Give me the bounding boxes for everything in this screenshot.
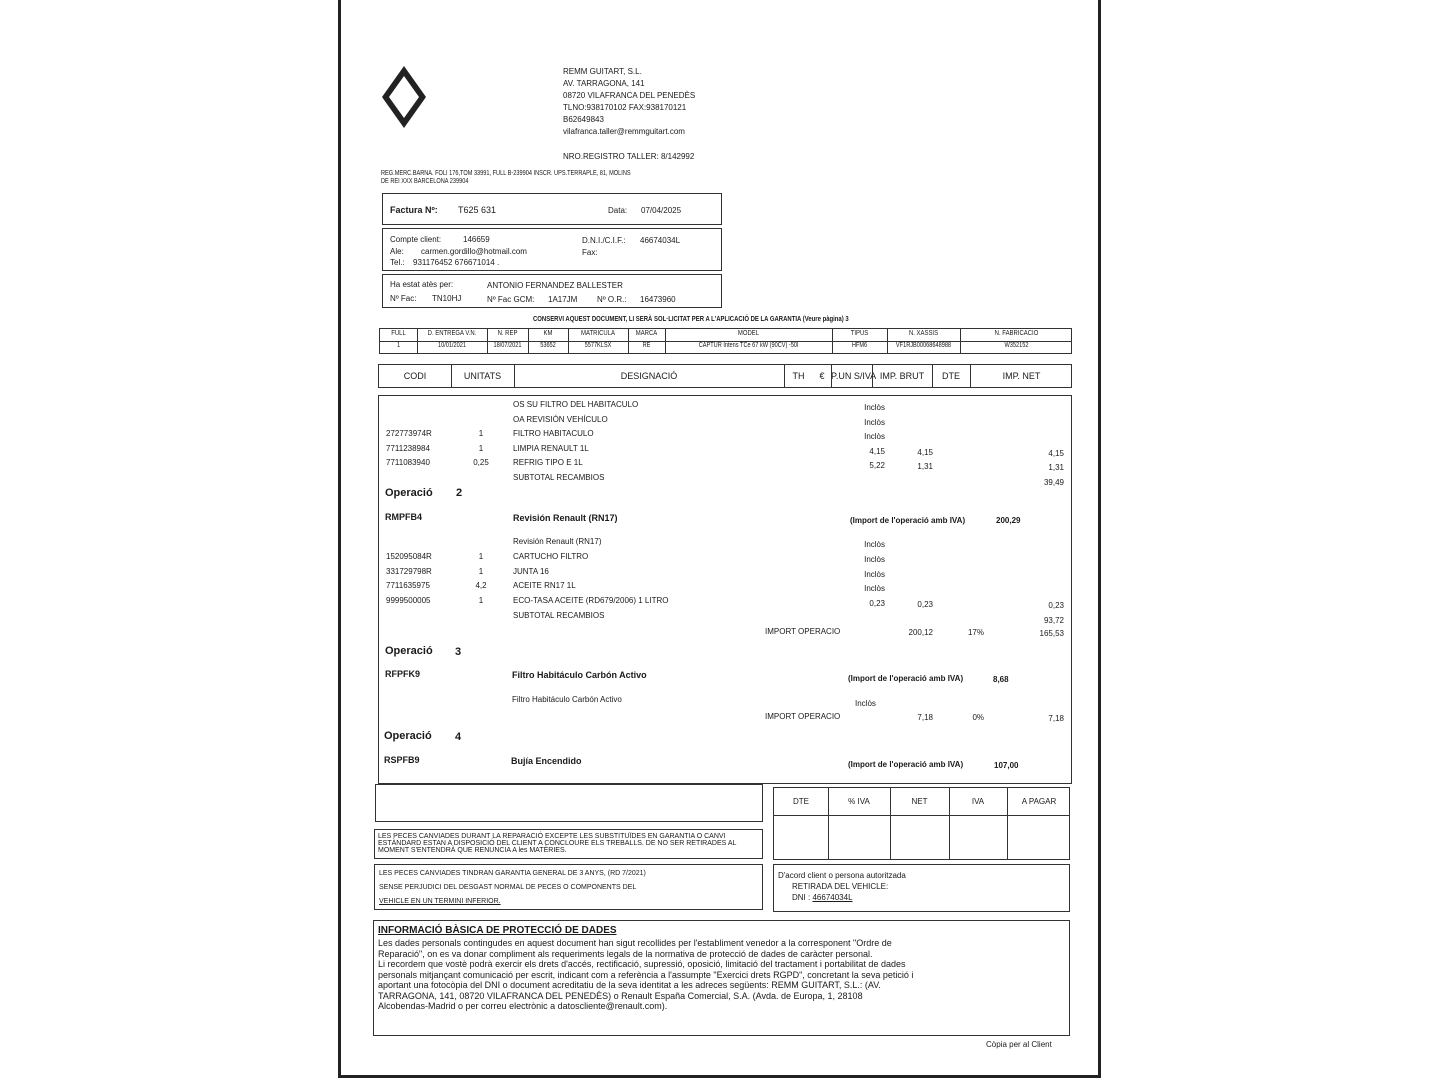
- op3-import-value: 8,68: [993, 675, 1009, 684]
- items-header-divider: [831, 365, 832, 387]
- privacy-box: [373, 920, 1070, 1036]
- vehicle-divider: [832, 329, 833, 353]
- op2-total-net: 165,53: [1039, 629, 1064, 638]
- warranty-notice: CONSERVI AQUEST DOCUMENT, LI SERÀ SOL·LICITAT PER A L'APLICACIÓ DE LA GARANTIA (Veure pàgina) 3: [533, 316, 849, 323]
- line-description: OS SU FILTRO DEL HABITACULO: [513, 400, 639, 409]
- vehicle-value-cell: CAPTUR Intens TCe 67 kW (90CV) -50l: [698, 342, 799, 349]
- line-net: 4,15: [1048, 448, 1064, 458]
- guarantee-line: SENSE PERJUDICI DEL DESGAST NORMAL DE PECES O COMPONENTS DEL: [379, 884, 637, 891]
- items-header-cell: DTE: [942, 371, 960, 381]
- or-label: Nº O.R.:: [597, 295, 627, 304]
- totals-header-cell: NET: [911, 797, 928, 806]
- mercantile-registry: [381, 170, 631, 186]
- line-description: SUBTOTAL RECAMBIOS: [513, 611, 605, 620]
- vehicle-header-cell: MATRICULA: [581, 330, 615, 337]
- line-description: CARTUCHO FILTRO: [513, 551, 589, 561]
- line-units: 1: [478, 596, 484, 606]
- line-unit-price: 5,22: [869, 461, 885, 471]
- vehicle-divider: [628, 329, 629, 353]
- fax-label: Fax:: [582, 248, 598, 257]
- totals-divider: [890, 788, 891, 859]
- line-unit-price: Inclòs: [864, 540, 885, 549]
- gcm-label: Nº Fac GCM:: [487, 295, 535, 304]
- guarantee-line: VEHICLE EN UN TERMINI INFERIOR.: [379, 898, 501, 905]
- items-header-cell: CODI: [403, 371, 427, 381]
- vehicle-header-cell: TIPUS: [850, 330, 869, 337]
- op3-title: Filtro Habitáculo Carbón Activo: [512, 670, 647, 680]
- line-description: LIMPIA RENAULT 1L: [513, 443, 589, 453]
- privacy-title: INFORMACIÓ BÀSICA DE PROTECCIÓ DE DADES: [378, 925, 617, 936]
- items-header-divider: [932, 365, 933, 387]
- line-net: 0,23: [1048, 601, 1064, 611]
- line-code: 272773974R: [386, 429, 432, 439]
- invoice-number-label: Factura Nº:: [390, 205, 438, 215]
- line-description: Revisión Renault (RN17): [513, 537, 602, 546]
- company-block: [563, 66, 695, 138]
- vehicle-divider: [568, 329, 569, 353]
- tel-label: Tel.:: [390, 258, 405, 267]
- or-value: 16473960: [640, 295, 676, 304]
- vehicle-header-cell: D. ENTREGA V.N.: [427, 330, 477, 337]
- vehicle-value-cell: 18/07/2021: [493, 342, 522, 349]
- renault-logo-icon: [379, 64, 429, 130]
- line-description: ACEITE RN17 1L: [513, 581, 576, 591]
- agreement-dni: 46674034L: [812, 893, 853, 902]
- items-body: [378, 395, 1072, 784]
- vehicle-value-cell: VF1RJB00068648988: [895, 342, 952, 349]
- invoice-date: 07/04/2025: [641, 206, 682, 215]
- op2-import-label: (Import de l'operació amb IVA): [850, 516, 966, 525]
- op2-code: RMPFB4: [385, 512, 423, 522]
- line-units: 4,2: [475, 581, 487, 591]
- attended-name: ANTONIO FERNANDEZ BALLESTER: [487, 281, 623, 290]
- totals-header-cell: A PAGAR: [1021, 797, 1057, 806]
- totals-header-cell: DTE: [793, 797, 809, 806]
- op2-number: 2: [456, 487, 463, 499]
- email-label: Ale:: [390, 247, 404, 256]
- op2-total-label: IMPORT OPERACIO: [765, 627, 841, 636]
- op2-title: Revisión Renault (RN17): [513, 513, 618, 523]
- privacy-line: aportant una fotocòpia del DNI o document acreditatiu de la seva identitat a les adreces següents: REMM GUITART, S.L.: (AV.: [378, 980, 881, 990]
- line-units: 1: [478, 551, 484, 561]
- line-code: 331729798R: [386, 566, 432, 576]
- copy-label: Còpia per al Client: [986, 1040, 1052, 1049]
- vehicle-header-cell: MARCA: [635, 330, 658, 337]
- items-header-cell: DESIGNACIÓ: [620, 371, 678, 381]
- nfac-label: Nº Fac:: [390, 294, 417, 303]
- items-header-divider: [514, 365, 515, 387]
- vehicle-divider: [487, 329, 488, 353]
- op2-label: Operació: [385, 487, 433, 499]
- totals-header-cell: IVA: [971, 797, 985, 806]
- vehicle-header-cell: N. XASSÍS: [908, 330, 939, 337]
- totals-divider: [949, 788, 950, 859]
- line-gross: 0,23: [917, 600, 933, 610]
- agreement-line: RETIRADA DEL VEHICLE:: [792, 882, 889, 891]
- line-gross: 1,31: [917, 462, 933, 472]
- privacy-line: TARRAGONA, 141, 08720 VILAFRANCA DEL PENEDÈS) o Renault España Comercial, S.A. (Avda. de Europa, 1, 28108: [378, 990, 863, 1001]
- company-phone: TLNO:938170102 FAX:938170121: [563, 103, 687, 112]
- totals-box: [773, 787, 1070, 860]
- line-description: FILTRO HABITACULO: [513, 429, 594, 439]
- privacy-line: Li recordem que vostè podrà exercir els drets d'accés, rectificació, supressió, oposició, limitació del tractament i portabilitat de dades: [378, 959, 906, 969]
- company-city: 08720 VILAFRANCA DEL PENEDÈS: [563, 91, 696, 100]
- privacy-text: [378, 938, 1065, 1012]
- op3-total-net: 7,18: [1048, 714, 1064, 723]
- op2-total-dte: 17%: [967, 628, 984, 637]
- op4-number: 4: [455, 731, 462, 743]
- line-net: 39,49: [1043, 478, 1064, 487]
- client-email: carmen.gordillo@hotmail.com: [421, 247, 527, 256]
- op3-label: Operació: [385, 645, 433, 657]
- line-code: 9999500005: [386, 596, 431, 606]
- vehicle-value-cell: 53652: [540, 342, 556, 349]
- line-unit-price: Inclòs: [864, 584, 885, 594]
- company-email: vilafranca.taller@remmguitart.com: [563, 127, 685, 136]
- items-header-cell: UNITATS: [463, 371, 502, 381]
- vehicle-divider: [528, 329, 529, 353]
- nfac-value: TN10HJ: [432, 294, 462, 303]
- company-name: REMM GUITART, S.L.: [563, 67, 642, 76]
- vehicle-divider: [960, 329, 961, 353]
- items-header-cell: TH: [792, 371, 805, 381]
- line-units: 1: [478, 443, 484, 453]
- op4-code: RSPFB9: [384, 755, 420, 765]
- attended-label: Ha estat atès per:: [390, 280, 454, 289]
- items-header-cell: IMP. NET: [1002, 371, 1041, 381]
- vehicle-divider: [665, 329, 666, 353]
- line-unit-price: 0,23: [869, 599, 885, 609]
- op3-line-desc: Filtro Habitáculo Carbón Activo: [512, 695, 622, 704]
- vehicle-value-cell: 10/01/2021: [437, 342, 467, 349]
- line-description: JUNTA 16: [513, 566, 549, 576]
- vehicle-value-cell: W352152: [1004, 342, 1029, 349]
- op4-label: Operació: [384, 730, 432, 742]
- account-label: Compte client:: [390, 235, 442, 244]
- line-gross: 4,15: [917, 447, 933, 457]
- op2-total-gross: 200,12: [908, 628, 933, 637]
- op2-import-value: 200,29: [996, 516, 1021, 525]
- line-description: REFRIG TIPO E 1L: [513, 458, 583, 468]
- line-net: 93,72: [1043, 616, 1064, 625]
- op3-line-price: Inclòs: [855, 699, 876, 708]
- line-code: 7711635975: [386, 581, 430, 591]
- invoice-date-label: Data:: [608, 206, 628, 215]
- line-code: 7711238984: [386, 443, 430, 453]
- dni-value: 46674034L: [640, 236, 681, 245]
- vehicle-divider: [417, 329, 418, 353]
- invoice-page: [338, 0, 1101, 1078]
- vehicle-divider: [887, 329, 888, 353]
- line-units: 0,25: [473, 458, 489, 468]
- op3-total-gross: 7,18: [917, 713, 933, 722]
- items-header-cell: IMP. BRUT: [879, 371, 925, 381]
- gcm-value: 1A17JM: [548, 295, 578, 304]
- vehicle-header-cell: N. REP: [497, 330, 518, 337]
- line-unit-price: Inclòs: [864, 417, 885, 427]
- agreement-line: D'acord client o persona autoritzada: [778, 871, 906, 880]
- op3-code: RFPFK9: [385, 669, 421, 679]
- items-header-divider: [784, 365, 785, 387]
- vehicle-table: [379, 328, 1072, 354]
- vehicle-value-cell: HFM6: [851, 342, 868, 349]
- line-code: 152095084R: [386, 551, 432, 561]
- totals-header-cell: % IVA: [848, 797, 870, 806]
- privacy-line: Les dades personals contingudes en aquest document han sigut recollides per l'establiment venedor a la corresponent "Ordre de: [378, 938, 892, 948]
- account-number: 146659: [463, 235, 490, 244]
- op4-title: Bujía Encendido: [511, 756, 582, 766]
- registry-line: REG.MERC.BARNA. FOLI 176,TOM 33991, FULL B-239904 INSCR. UPS.TERRAPLE, 81, MOLINS: [381, 170, 631, 177]
- agreement-dni-label: DNI :: [792, 893, 811, 902]
- invoice-number: T625 631: [458, 205, 497, 215]
- line-units: 1: [478, 566, 484, 576]
- items-header: [378, 364, 1072, 388]
- line-description: OA REVISIÓN VEHÍCULO: [513, 414, 608, 424]
- vehicle-header-cell: MODEL: [737, 330, 760, 337]
- line-unit-price: Inclòs: [864, 403, 885, 412]
- op4-import-value: 107,00: [994, 761, 1019, 770]
- op3-total-label: IMPORT OPERACIO: [765, 712, 841, 721]
- vehicle-value-cell: 5577KLSX: [584, 342, 612, 349]
- changed-parts-text: LES PECES CANVIADES DURANT LA REPARACIÓ EXCEPTE LES SUBSTITUÏDES EN GARANTIA O CANVI ESTÀNDARD ESTAN A DISPOSICIÓ DEL CLIENT A CONCLOURE ELS TREBALLS. DE NO SER RETIRADES AL MOMENT S'ENTENDRÀ QUE RENUNCIA A les MATÈRIES.: [378, 833, 737, 854]
- line-units: 1: [478, 429, 484, 439]
- company-cif: B62649843: [563, 115, 604, 124]
- items-header-cell: €: [819, 371, 825, 381]
- items-header-divider: [451, 365, 452, 387]
- line-net: 1,31: [1048, 463, 1064, 473]
- line-description: ECO-TASA ACEITE (RD679/2006) 1 LITRO: [513, 596, 669, 606]
- line-unit-price: 4,15: [869, 446, 885, 456]
- vehicle-header-cell: KM: [543, 330, 553, 337]
- vehicle-header-cell: FULL: [391, 330, 406, 337]
- remarks-box: [375, 784, 763, 822]
- changed-parts-notice: [374, 829, 763, 859]
- op3-import-label: (Import de l'operació amb IVA): [848, 674, 964, 683]
- totals-divider: [828, 788, 829, 859]
- op3-total-dte: 0%: [972, 713, 984, 722]
- client-tel: 931176452 676671014 .: [413, 258, 500, 267]
- guarantee-box: [374, 864, 763, 910]
- vehicle-value-cell: RE: [642, 342, 651, 349]
- items-header-cell: P.UN S/IVA: [831, 371, 877, 381]
- line-code: 7711083940: [386, 458, 430, 468]
- guarantee-line: LES PECES CANVIADES TINDRAN GARANTIA GENERAL DE 3 ANYS, (RD 7/2021): [379, 870, 646, 877]
- invoice-number-box: [382, 193, 722, 225]
- op3-number: 3: [455, 646, 462, 658]
- items-header-divider: [970, 365, 971, 387]
- items-header-divider: [872, 365, 873, 387]
- vehicle-header-cell: N. FABRICACIÓ: [994, 330, 1039, 337]
- privacy-line: Reparació", on es va donar compliment als requeriments legals de la normativa de protecció de dades de caràcter personal.: [378, 948, 873, 959]
- privacy-line: personals mitjançant comunicació per escrit, indicant com a referència a l'assumpte "Exercici drets RGPD", concretant la seva petició i: [378, 969, 914, 980]
- dni-label: D.N.I./C.I.F.:: [582, 236, 626, 245]
- totals-divider: [1007, 788, 1008, 859]
- line-unit-price: Inclòs: [864, 554, 885, 564]
- agreement-box: [773, 864, 1070, 912]
- attended-box: [382, 274, 722, 308]
- op4-import-label: (Import de l'operació amb IVA): [848, 760, 964, 769]
- company-address: AV. TARRAGONA, 141: [563, 79, 645, 88]
- workshop-registry: NRO.REGISTRO TALLER: 8/142992: [563, 152, 695, 161]
- line-unit-price: Inclòs: [864, 569, 885, 579]
- client-box: [382, 228, 722, 271]
- line-description: SUBTOTAL RECAMBIOS: [513, 473, 605, 482]
- privacy-line: Alcobendas-Madrid o per correu electrònic a datoscliente@renault.com).: [378, 1001, 668, 1011]
- line-unit-price: Inclòs: [864, 432, 885, 442]
- registry-line: DE REI XXX BARCELONA 239904: [381, 178, 469, 185]
- vehicle-value-cell: 1: [396, 342, 401, 349]
